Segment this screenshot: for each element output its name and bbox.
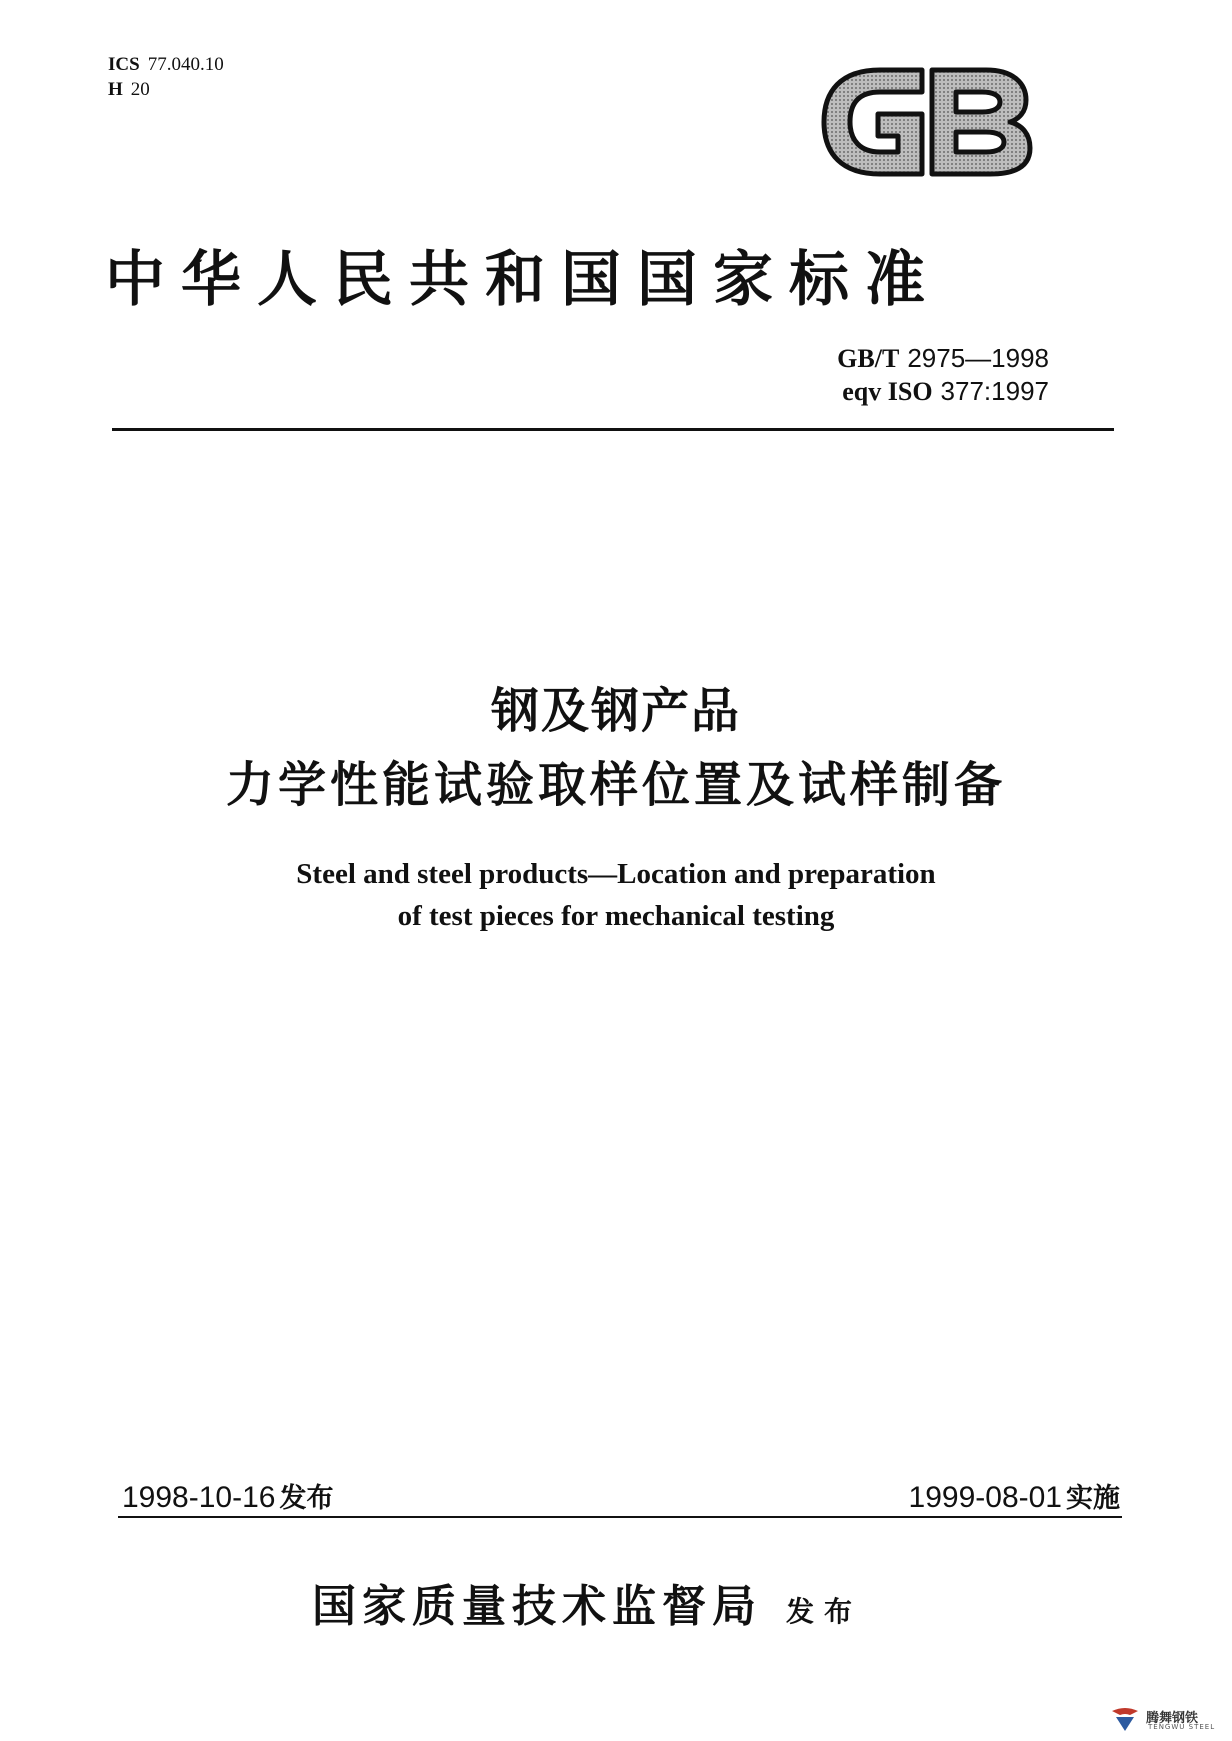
national-standard-title: 中华人民共和国国家标准 — [105, 245, 941, 315]
equivalence-line — [837, 375, 1049, 408]
issue-date-suffix: 发布 — [279, 1483, 334, 1514]
ccs-code-line — [108, 77, 224, 102]
chinese-title-line-2: 力学性能试验取样位置及试样制备 — [225, 757, 1006, 813]
ics-code: 77.040.10 — [147, 54, 224, 75]
footer-divider — [118, 1516, 1122, 1518]
equivalence-prefix: eqv ISO — [842, 377, 933, 406]
ccs-code: 20 — [130, 79, 150, 100]
watermark — [1108, 1705, 1226, 1735]
equivalence-code: 377:1997 — [940, 376, 1049, 406]
watermark-subtext: TENGWU STEEL — [1148, 1723, 1216, 1731]
standard-number-line — [837, 342, 1049, 375]
implementation-date-suffix: 实施 — [1066, 1483, 1120, 1514]
chinese-title-line-1: 钢及钢产品 — [490, 683, 741, 739]
issue-date — [122, 1476, 333, 1515]
tengwu-logo-icon — [1108, 1705, 1142, 1733]
publisher-name: 国家质量技术监督局 — [312, 1581, 762, 1632]
header-divider — [112, 428, 1114, 431]
english-title-line-1: Steel and steel products—Location and preparation — [296, 858, 936, 890]
standard-codes — [837, 342, 1049, 408]
ics-code-line — [108, 52, 224, 77]
ics-label: ICS — [108, 54, 140, 75]
classification-codes — [108, 52, 224, 102]
publisher-suffix: 发布 — [786, 1595, 863, 1628]
implementation-date-value: 1999-08-01 — [908, 1481, 1062, 1514]
ccs-label: H — [108, 79, 123, 100]
gb-logo-icon — [818, 62, 1038, 182]
english-title-line-2: of test pieces for mechanical testing — [397, 900, 835, 932]
publisher — [312, 1570, 862, 1634]
standard-number: 2975—1998 — [907, 343, 1049, 373]
standard-number-prefix: GB/T — [837, 344, 900, 373]
watermark-text: 腾舞钢铁 — [1146, 1711, 1199, 1726]
implementation-date — [909, 1476, 1120, 1515]
issue-date-value: 1998-10-16 — [122, 1481, 276, 1514]
